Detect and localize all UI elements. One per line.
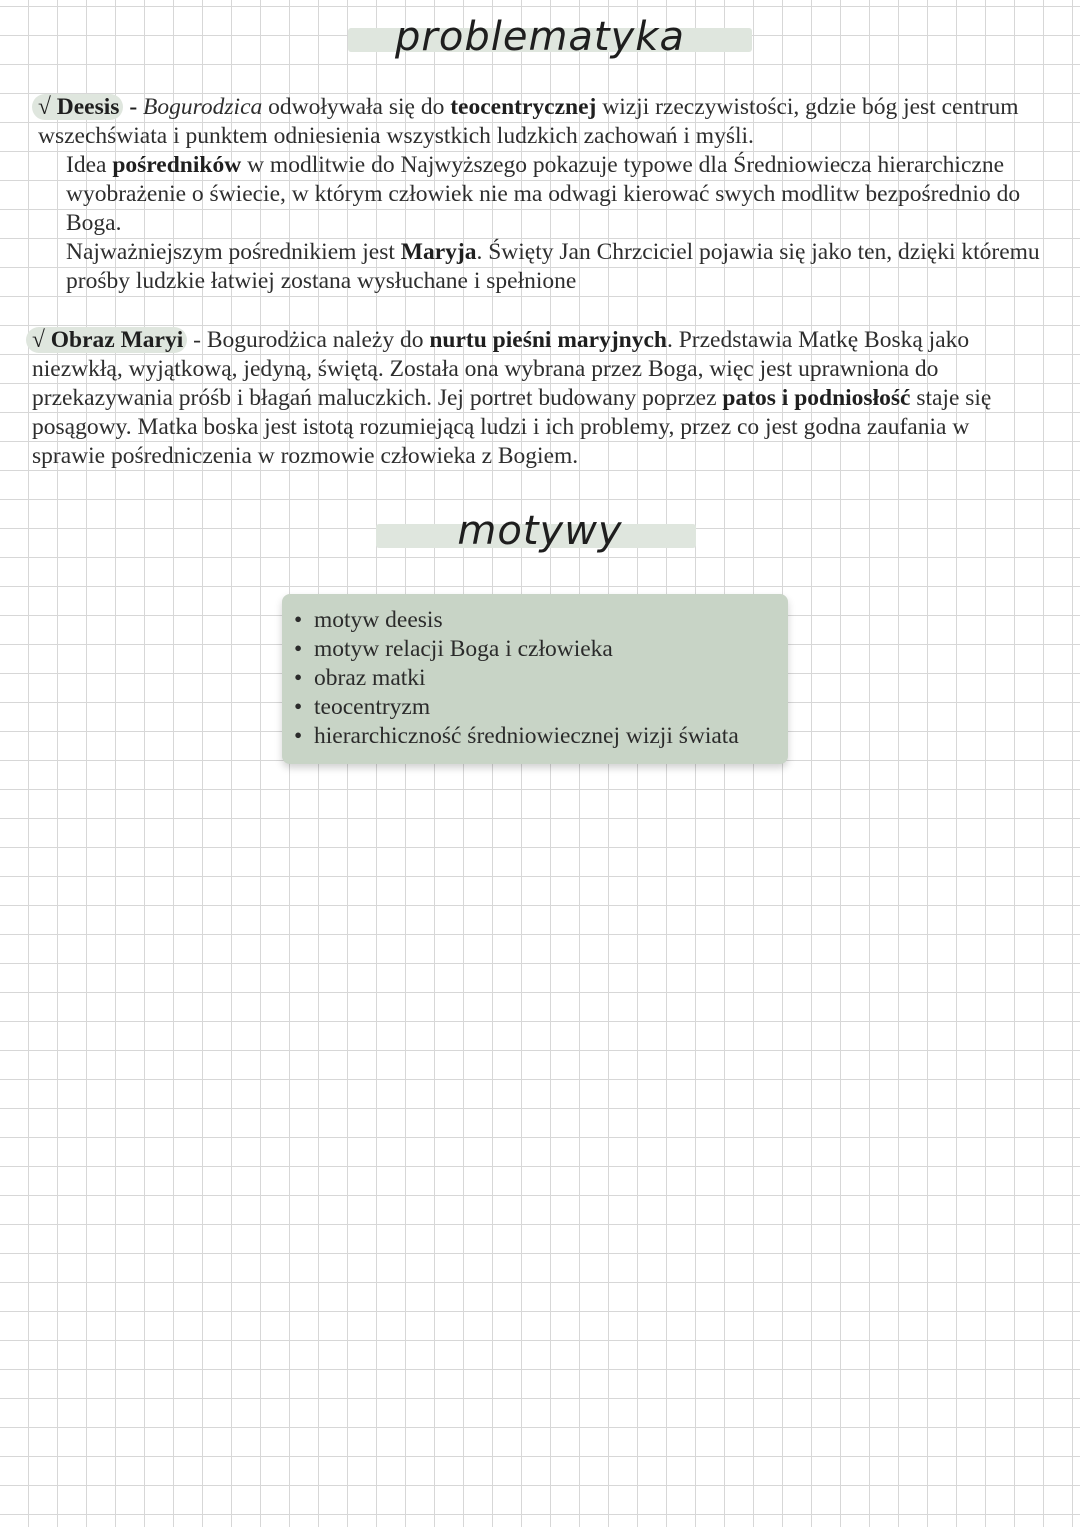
deesis-paragraph-2 <box>38 151 1048 238</box>
deesis-bold-posrednikow: pośredników <box>112 152 242 178</box>
heading-motywy <box>0 508 1080 554</box>
motif-item: • teocentryzm <box>294 693 788 722</box>
obraz-text: staje się posągowy. Matka boska jest istotą rozumiejącą ludzi i ich problemy, przez co jest godna zaufania w sprawie pośredniczenia w rozmowie człowieka z Bogiem. <box>32 385 992 469</box>
deesis-text: Idea <box>66 152 113 178</box>
deesis-tag <box>32 94 123 120</box>
deesis-text: w modlitwie do Najwyższego pokazuje typowe dla Średniowiecza hierarchiczne wyobrażenie o świecie, w którym człowiek nie ma odwagi kierować swych modlitw bezpośrednio do Boga. <box>66 152 1021 236</box>
obraz-text: - Bogurodżica należy do <box>187 327 430 353</box>
section-obraz-maryi <box>32 326 1032 471</box>
obraz-bold-patos: patos i podniosłość <box>722 385 911 411</box>
deesis-dash: - <box>123 94 144 120</box>
deesis-bold-maryja: Maryja <box>400 239 477 265</box>
heading-problematyka-text: problematyka <box>395 14 685 60</box>
motif-item: • obraz matki <box>294 664 788 693</box>
motifs-box <box>282 594 788 764</box>
motifs-list <box>282 594 788 751</box>
obraz-paragraph-1 <box>32 326 1032 471</box>
section-deesis <box>38 93 1048 296</box>
deesis-paragraph-3 <box>38 238 1048 296</box>
deesis-text: wizji rzeczywistości, gdzie bóg jest centrum wszechświata i punktem odniesienia wszystkich ludzkich zachowań i myśli. <box>38 94 1019 149</box>
motif-item: • hierarchiczność średniowiecznej wizji świata <box>294 722 788 751</box>
obraz-tag <box>26 327 187 353</box>
heading-problematyka <box>0 14 1080 60</box>
obraz-tag-label: √ Obraz Maryi <box>32 327 184 353</box>
deesis-title-bogurodzica: Bogurodzica <box>143 94 263 120</box>
obraz-text: . Przedstawia Matkę Boską jako niezwkłą, wyjątkową, jedyną, świętą. Została ona wybrana przez Boga, więc jest uprawniona do przekazywania próśb i błagań maluczkich. Jej portret budowany poprzez <box>32 327 970 411</box>
deesis-text: . Święty Jan Chrzciciel pojawia się jako ten, dzięki któremu prośby ludzkie łatwiej zostana wysłuchane i spełnione <box>66 239 1040 294</box>
deesis-bold-teocentrycznej: teocentrycznej <box>450 94 597 120</box>
deesis-text: Najważniejszym pośrednikiem jest <box>66 239 401 265</box>
motif-item: • motyw relacji Boga i człowieka <box>294 635 788 664</box>
deesis-paragraph-1 <box>38 93 1048 151</box>
deesis-tag-label: √ Deesis <box>38 94 120 120</box>
motif-item: • motyw deesis <box>294 606 788 635</box>
deesis-text: odwoływała się do <box>262 94 451 120</box>
heading-motywy-text: motywy <box>457 508 623 554</box>
obraz-bold-nurtu: nurtu pieśni maryjnych <box>429 327 667 353</box>
